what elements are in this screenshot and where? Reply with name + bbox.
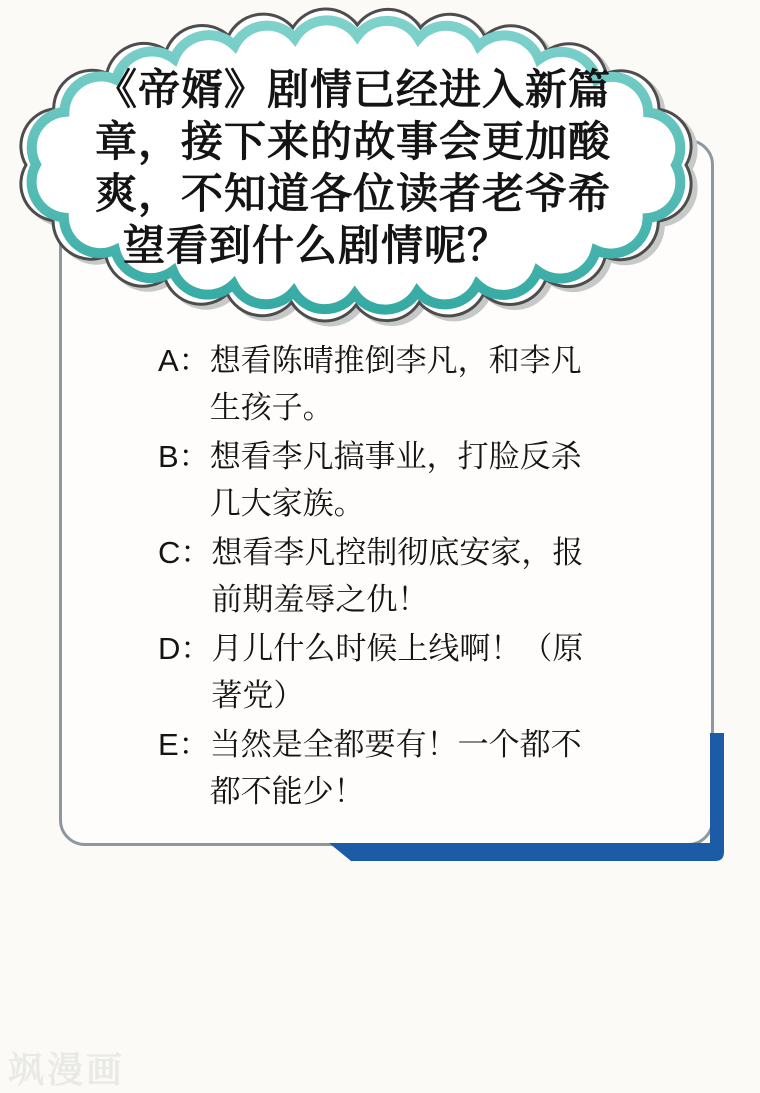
option-line: 生孩子。: [209, 390, 334, 425]
option-c-text: [211, 529, 583, 623]
option-e-label: E：: [158, 727, 210, 762]
option-c-label: C：: [158, 535, 212, 570]
bubble-line: 望看到什么剧情呢？: [123, 222, 511, 269]
watermark: 飒漫画: [8, 1049, 126, 1090]
bubble-text: [95, 64, 611, 272]
bubble-line: 章，接下来的故事会更加酸: [95, 118, 612, 165]
option-a-text: [210, 337, 582, 431]
bubble-line: 爽，不知道各位读者老爷希: [95, 170, 612, 217]
option-line: 想看李凡搞事业，打脸反杀: [209, 439, 582, 474]
option-line: 前期羞辱之仇！: [211, 582, 429, 617]
option-line: 几大家族。: [209, 486, 365, 521]
option-line: 想看李凡控制彻底安家，报: [211, 535, 584, 570]
option-d-label: D：: [158, 631, 212, 666]
option-line: 想看陈晴推倒李凡，和李凡: [209, 343, 582, 378]
bubble-line: 《帝婿》剧情已经进入新篇: [95, 66, 612, 113]
options-list: [158, 337, 583, 817]
option-e: [158, 721, 583, 815]
option-d-text: [211, 625, 583, 719]
option-line: 都不能少！: [209, 774, 365, 809]
option-a-label: A：: [158, 343, 210, 378]
option-line: 著党）: [211, 678, 305, 713]
option-a: [158, 337, 583, 431]
option-line: 当然是全都要有！一个都不: [209, 727, 582, 762]
option-d: [158, 625, 583, 719]
option-b-label: B：: [158, 439, 210, 474]
option-line: 月儿什么时候上线啊！（原: [211, 631, 584, 666]
option-e-text: [210, 721, 582, 815]
option-b-text: [210, 433, 582, 527]
option-b: [158, 433, 583, 527]
option-c: [158, 529, 583, 623]
